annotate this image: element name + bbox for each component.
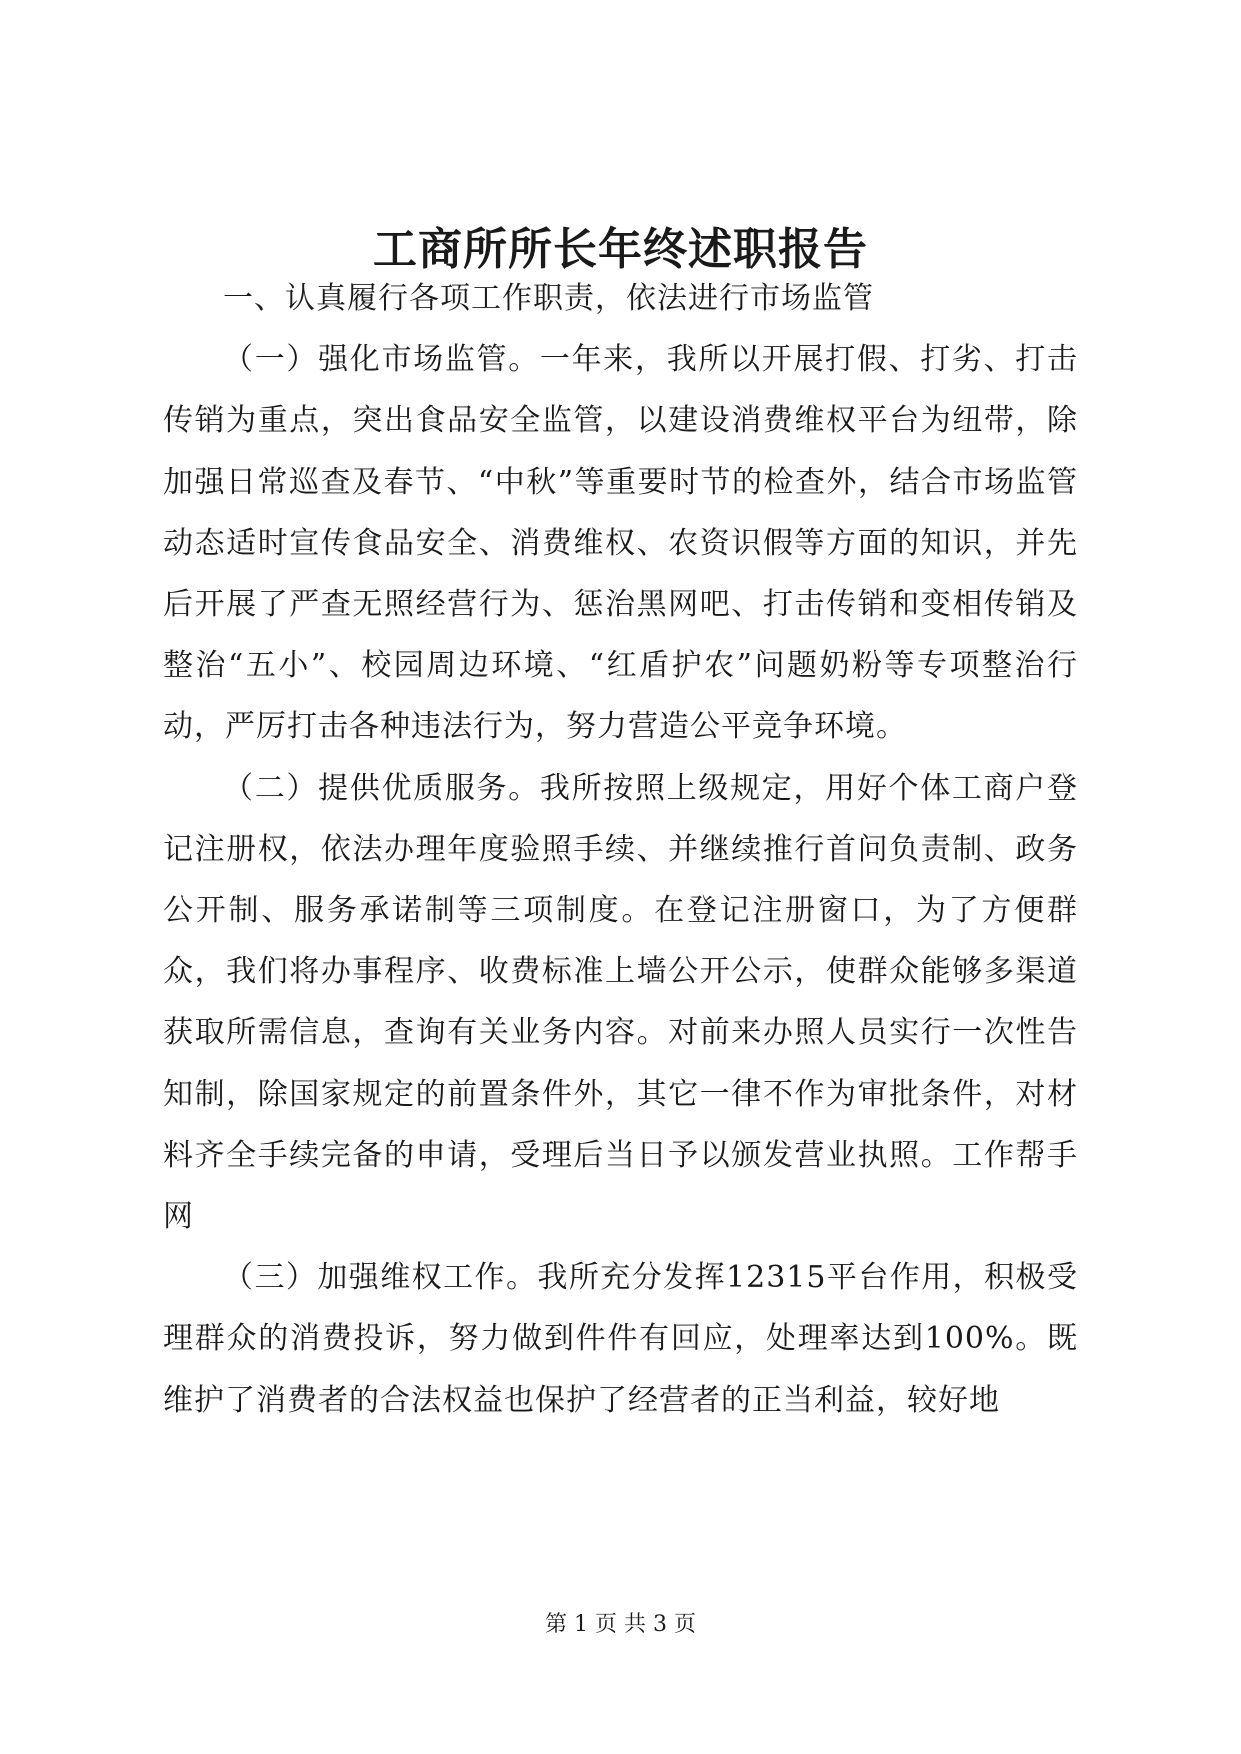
paragraph: （一）强化市场监管。一年来，我所以开展打假、打劣、打击传销为重点，突出食品安全监管，以建设消费维权平台为纽带，除加强日常巡查及春节、“中秋”等重要时节的检查外，结合市场监管动态适时宣传食品安全、消费维权、农资识假等方面的知识，并先后开展了严查无照经营行为、惩治黑网吧、打击传销和变相传销及整治“五小”、校园周边环境、“红盾护农”问题奶粉等专项整治行动，严厉打击各种违法行为，努力营造公平竞争环境。: [163, 342, 1078, 745]
paragraph: （二）提供优质服务。我所按照上级规定，用好个体工商户登记注册权，依法办理年度验照手续、并继续推行首问负责制、政务公开制、服务承诺制等三项制度。在登记注册窗口，为了方便群众，我们将办事程序、收费标准上墙公开公示，使群众能够多渠道获取所需信息，查询有关业务内容。对前来办照人员实行一次性告知制，除国家规定的前置条件外，其它一律不作为审批条件，对材料齐全手续完备的申请，受理后当日予以颁发营业执照。工作帮手网: [163, 770, 1078, 1235]
paragraph: （三）加强维权工作。我所充分发挥12315平台作用，积极受理群众的消费投诉，努力做到件件有回应，处理率达到100%。既维护了消费者的合法权益也保护了经营者的正当利益，较好地: [163, 1260, 1078, 1418]
section-heading: 一、认真履行各项工作职责，依法进行市场监管: [223, 281, 874, 316]
page-footer: 第 1 页 共 3 页: [545, 1612, 696, 1637]
document-title: 工商所所长年终述职报告: [373, 224, 868, 275]
document-body: [163, 268, 1078, 1431]
